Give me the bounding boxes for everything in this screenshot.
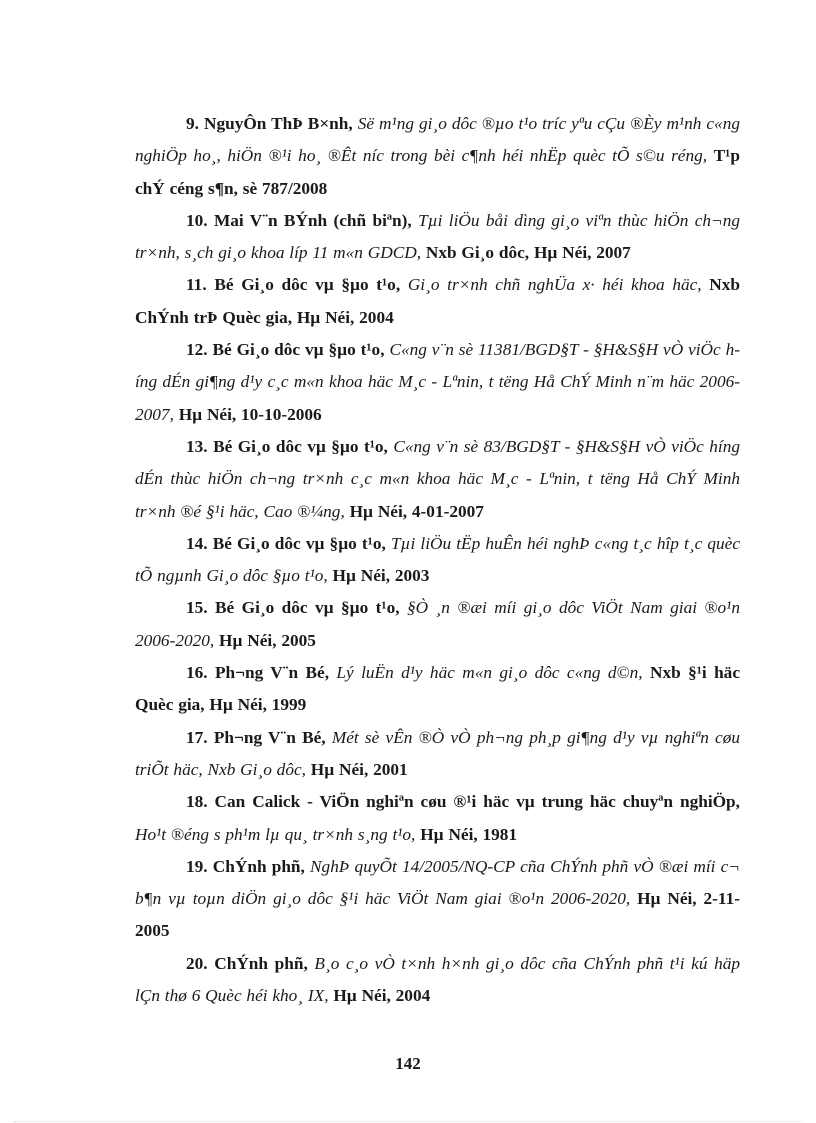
reference-author: Bé Gi¸o dôc vµ §µo t¹o, [213,436,388,456]
reference-number: 14. [186,533,208,553]
reference-item [135,657,740,722]
reference-title: Lý luËn d¹y häc m«n gi¸o dôc c«ng d©n, [336,663,643,683]
reference-number: 15. [186,598,208,618]
reference-number: 16. [186,663,208,683]
reference-author: ChÝnh phñ, [212,856,305,876]
reference-title: Ho¹t ®éng s ph¹m lµ qu¸ tr×nh s¸ng t¹o, [135,824,416,844]
reference-publication: Hµ Néi, 2004 [333,986,431,1006]
reference-title: C«ng v¨n sè 11381/BGD§T - §H&S§H vÒ viÖc híng dÉn gi¶ng d¹y c¸c m«n khoa häc M¸c - Lªnin, t tëng Hå ChÝ Minh n¨m häc 2006-2007, [135,340,741,424]
reference-number: 12. [186,340,208,360]
reference-number: 17. [186,727,208,747]
reference-publication: Hµ Néi, 2001 [310,759,408,779]
reference-title: Gi¸o tr×nh chñ nghÜa x· héi khoa häc, [407,275,702,295]
reference-item [135,528,740,593]
reference-item [135,269,740,334]
reference-publication: Hµ Néi, 2-11-2005 [135,889,740,941]
reference-title: Tµi liÖu tËp huÊn héi nghÞ c«ng t¸c hîp t¸c quèc tÕ ngµnh Gi¸o dôc §µo t¹o, [135,533,740,586]
reference-item [135,851,740,948]
reference-author: Bé Gi¸o dôc vµ §µo t¹o, [215,598,400,618]
reference-author: ChÝnh phñ, [214,953,308,973]
reference-item [135,722,740,787]
reference-author: Mai V¨n BÝnh (chñ biªn), [213,210,412,230]
reference-number: 19. [186,856,208,876]
reference-title: C«ng v¨n sè 83/BGD§T - §H&S§H vÒ viÖc híng dÉn thùc hiÖn ch¬ng tr×nh c¸c m«n khoa häc M¸c - Lªnin, t tëng Hå ChÝ Minh tr×nh ®é §¹i häc, Cao ®¼ng, [135,436,741,521]
reference-item [135,108,740,205]
reference-number: 9. [186,114,199,133]
reference-author: NguyÔn ThÞ B×nh, [203,114,353,133]
reference-title: Tµi liÖu båi dìng gi¸o viªn thùc hiÖn ch¬ng tr×nh, s¸ch gi¸o khoa líp 11 m«n GDCD, [135,210,740,263]
reference-number: 10. [186,210,208,230]
reference-number: 11. [186,275,207,295]
reference-author: Bé Gi¸o dôc vµ §µo t¹o, [212,340,385,360]
reference-number: 20. [186,953,208,973]
reference-publication: Hµ Néi, 10-10-2006 [178,404,322,424]
reference-author: Can Calick - ViÖn nghiªn cøu ®¹i häc vµ trung häc chuyªn nghiÖp, [214,792,740,812]
reference-author: Bé Gi¸o dôc vµ §µo t¹o, [212,533,386,553]
reference-publication: Hµ Néi, 2005 [219,630,316,650]
reference-publication: Hµ Néi, 4-01-2007 [349,501,484,521]
reference-author: Ph¬ng V¨n Bé, [214,663,330,683]
reference-title: §Ò ¸n ®æi míi gi¸o dôc ViÖt Nam giai ®o¹n 2006-2020, [135,598,741,650]
reference-list [135,108,740,1012]
reference-item [135,431,740,528]
reference-author: Ph¬ng V¨n Bé, [213,727,326,747]
reference-publication: Nxb Gi¸o dôc, Hµ Néi, 2007 [425,243,631,263]
reference-number: 13. [186,436,208,456]
reference-item [135,334,740,431]
reference-item [135,592,740,657]
reference-title: B¸o c¸o vÒ t×nh h×nh gi¸o dôc cña ChÝnh phñ t¹i kú häp lÇn thø 6 Quèc héi kho¸ IX, [135,953,740,1006]
page-bottom-divider [14,1121,802,1122]
reference-title: Së m¹ng gi¸o dôc ®µo t¹o tríc yªu cÇu ®Èy m¹nh c«ng nghiÖp ho¸, hiÖn ®¹i ho¸ ®Êt níc trong bèi c¶nh héi nhËp quèc tÕ s©u réng, [135,114,740,166]
page-number: 142 [395,1054,421,1073]
reference-author: Bé Gi¸o dôc vµ §µo t¹o, [214,275,401,295]
reference-item [135,786,740,851]
reference-publication: Hµ Néi, 1981 [420,824,518,844]
reference-publication: T¹p chÝ céng s¶n, sè 787/2008 [135,146,740,198]
reference-publication: Hµ Néi, 2003 [332,566,430,586]
reference-item [135,948,740,1013]
reference-item [135,205,740,270]
reference-publication: Nxb ChÝnh trÞ Quèc gia, Hµ Néi, 2004 [135,275,740,327]
reference-title: Mét sè vÊn ®Ò vÒ ph¬ng ph¸p gi¶ng d¹y vµ nghiªn cøu triÕt häc, Nxb Gi¸o dôc, [135,727,741,779]
reference-title: NghÞ quyÕt 14/2005/NQ-CP cña ChÝnh phñ vÒ ®æi míi c¬ b¶n vµ toµn diÖn gi¸o dôc §¹i häc ViÖt Nam giai ®o¹n 2006-2020, [135,856,740,909]
reference-number: 18. [186,792,208,812]
reference-publication: Nxb §¹i häc Quèc gia, Hµ Néi, 1999 [135,663,740,715]
